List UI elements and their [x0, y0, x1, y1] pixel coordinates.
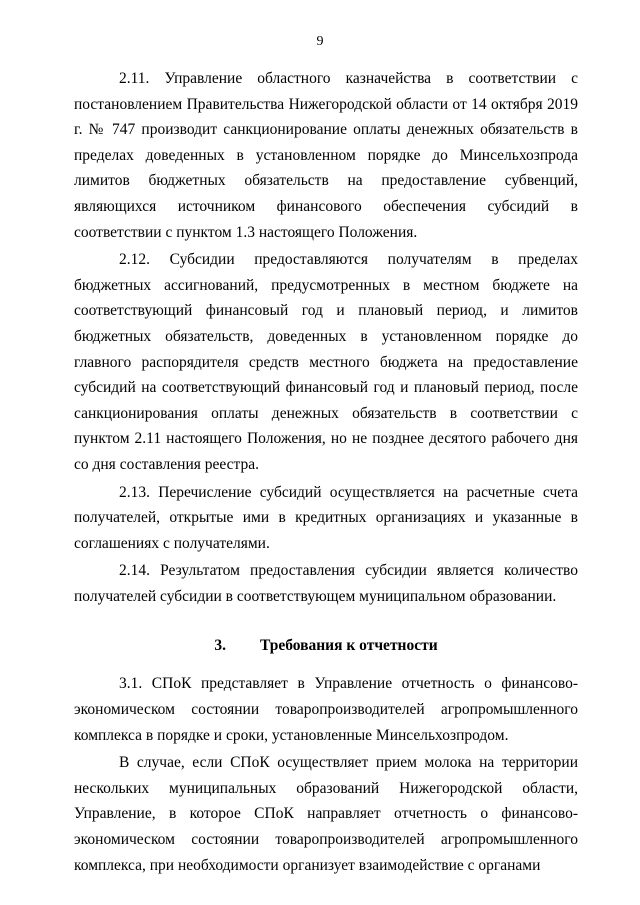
paragraph-2-12: 2.12. Субсидии предоставляются получателям в пределах бюджетных ассигнований, предусмотренных в местном бюджете на соответствующий финансовый год и плановый период, и лимитов бюджетных обязательств, доведенных в установленном порядке до главного распорядителя средств местного бюджета на предоставление субсидий на соответствующий финансовый год и плановый период, после санкционирования оплаты денежных обязательств в соответствии с пунктом 2.11 настоящего Положения, но не позднее десятого рабочего дня со дня составления реестра.: [74, 251, 578, 473]
paragraph-3-1-continued: В случае, если СПоК осуществляет прием молока на территории нескольких муниципальных образований Нижегородской области, Управление, в которое СПоК направляет отчетность о финансово-экономическом состоянии товаропроизводителей агропромышленного комплекса, при необходимости организует взаимодействие с органами: [74, 754, 578, 874]
document-body: [74, 66, 578, 878]
paragraph-2-14: 2.14. Результатом предоставления субсидии является количество получателей субсидии в соответствующем муниципальном образовании.: [74, 562, 578, 605]
section-title: Требования к отчетности: [259, 637, 438, 655]
page-number: 9: [316, 34, 324, 49]
paragraph-2-13: 2.13. Перечисление субсидий осуществляется на расчетные счета получателей, открытые ими в кредитных организациях и указанные в соглашениях с получателями.: [74, 483, 578, 552]
section-number: 3.: [214, 637, 226, 655]
paragraph-3-1: 3.1. СПоК представляет в Управление отчетность о финансово-экономическом состоянии товаропроизводителей агропромышленного комплекса в порядке и сроки, установленные Минсельхозпродом.: [74, 675, 578, 744]
section-heading: [74, 635, 578, 657]
paragraph-2-11: 2.11. Управление областного казначейства в соответствии с постановлением Правительства Нижегородской области от 14 октября 2019 г. № 747 производит санкционирование оплаты денежных обязательств в пределах доведенных в установленном порядке до Минсельхозпрода лимитов бюджетных обязательств на предоставление субвенций, являющихся источником финансового обеспечения субсидий в соответствии с пунктом 1.3 настоящего Положения.: [74, 70, 578, 241]
